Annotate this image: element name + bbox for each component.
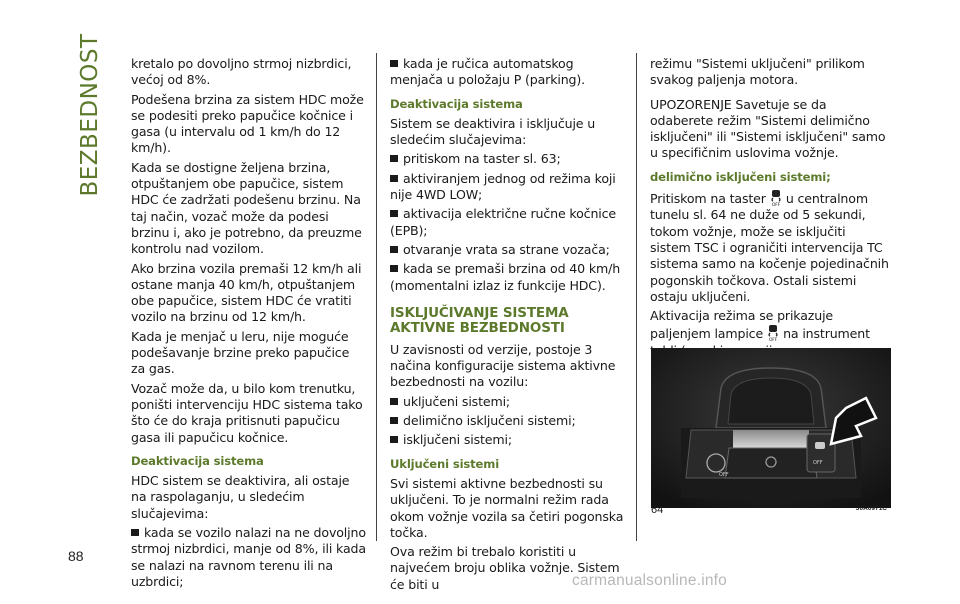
subheading: Uključeni sistemi [390,456,500,471]
column-2 [390,56,628,596]
column-divider [376,53,377,541]
bullet-item: pritiskom na taster sl. 63; [390,151,628,167]
paragraph: Kada se dostigne željena brzina, otpuštanjem obe papučice, sistem HDC će zadržati podešenu brzinu. Na taj način, vozač može da podesi brzinu i, ako je potrebno, da preuzme kontrolu nad vozilom. [131,159,362,257]
bullet-square-icon [390,246,398,253]
paragraph: HDC sistem se deaktivira, ali ostaje na raspolaganju, u sledećim slučajevima: [131,473,350,521]
bullet-item: aktivacija električne ručne kočnice (EPB); [390,206,617,238]
bullet-item: delimično isključeni sistemi; [390,413,628,429]
svg-text:OFF: OFF [719,472,729,478]
bullet-item: aktiviranjem jednog od režima koji nije 4WD LOW; [390,170,616,203]
bullet-item: kada se vozilo nalazi na ne dovoljno strmoj nizbrdici, manje od 8%, ili kada se nalazi na ravnom terenu ili na uzbrdici; [131,525,366,589]
subheading: Deaktivacija sistema [390,96,523,111]
paragraph: Aktivacija režima se prikazuje paljenjem lampice OFF na instrument [650,308,870,343]
column-divider [636,53,637,541]
bullet-square-icon [390,436,398,443]
bullet-square-icon [390,398,398,405]
section-title [70,33,110,197]
paragraph: U zavisnosti od verzije, postoje 3 načina konfiguracije sistema aktivne bezbednosti na vozilu: [390,341,616,390]
watermark: carmanualsonline.info [572,572,727,589]
paragraph: Svi sistemi aktivne bezbednosti su uključeni. To je normalni režim rada okom vožnje vozila sa četiri pogonska točka. [390,475,624,540]
bullet-square-icon [390,210,398,217]
traction-off-icon [766,324,780,342]
paragraph: kretalo po dovoljno strmoj nizbrdici, većoj od 8%. [131,56,352,88]
paragraph: Podešena brzina za sistem HDC može se podesiti preko papučice kočnice i gasa (u intervalu od 1 km/h do 12 km/h). [131,91,364,156]
traction-off-icon [769,189,783,207]
console-photo [651,348,891,508]
subheading: Deaktivacija sistema [131,453,264,468]
section-title-text: BEZBEDNOST [77,33,103,197]
paragraph: Vozač može da, u bilo kom trenutku, poništi intervenciju HDC sistema tako što će do kraja pritisnuti papučicu gasa ili papučicu kočnice. [131,380,363,445]
page-number: 88 [68,548,84,564]
svg-text:OFF: OFF [768,338,778,343]
warning-paragraph: UPOZORENJE Savetuje se da odaberete režim "Sistemi delimično isključeni" ili "Sistemi isključeni" samo u specifičnim uslovima vožnje. [650,96,886,161]
bullet-square-icon [390,155,398,162]
bullet-item: isključeni sistemi; [390,432,628,448]
svg-text:OFF: OFF [813,460,823,466]
paragraph: Pritiskom na taster OFF u centralnom tunelu sl. 64 ne duže od 5 sekundi, tokom vožnje, može se isključiti sistem TSC i ograničiti intervencija TC sistema samo na kočenje pojedinačnih pogonskih točkova. Ostali sistemi ostaju uključeni. [650,191,889,304]
console-illustration [651,348,891,508]
bullet-item: uključeni sistemi; [390,394,628,410]
svg-text:OFF: OFF [771,203,780,208]
bullet-item: otvaranje vrata sa strane vozača; [390,242,628,258]
bullet-square-icon [390,417,398,424]
bullet-square-icon [390,60,398,67]
paragraph: Kada je menjač u leru, nije moguće podešavanje brzine preko papučice za gas. [131,328,350,377]
section-heading: ISKLJUČIVANJE SISTEMA AKTIVNE BEZBEDNOSTI [390,304,569,336]
bullet-item: kada se premaši brzina od 40 km/h (momentalni izlaz iz funkcije HDC). [390,261,621,293]
bullet-square-icon [131,529,139,536]
figure-number: 64 [651,504,664,516]
bullet-square-icon [390,265,398,272]
paragraph: režimu "Sistemi uključeni" prilikom svakog paljenja motora. [650,56,865,88]
figure-code: J0A0971C [855,505,887,512]
paragraph: Ova režim bi trebalo koristiti u najvećem broju oblika vožnje. Sistem će biti u [390,544,620,592]
bullet-item: kada je ručica automatskog menjača u položaju P (parking). [390,56,585,88]
column-1 [131,56,367,593]
bullet-square-icon [390,175,398,182]
paragraph: Ako brzina vozila premaši 12 km/h ali ostane manja 40 km/h, otpuštanjem obe papučice, sistem HDC će vratiti vozilo na brzinu od 12 km/h. [131,260,362,325]
column-3 [650,56,890,378]
subheading: delimično isključeni sistemi; [650,169,831,184]
paragraph: Sistem se deaktivira i isključuje u sledećim slučajevima: [390,115,596,148]
